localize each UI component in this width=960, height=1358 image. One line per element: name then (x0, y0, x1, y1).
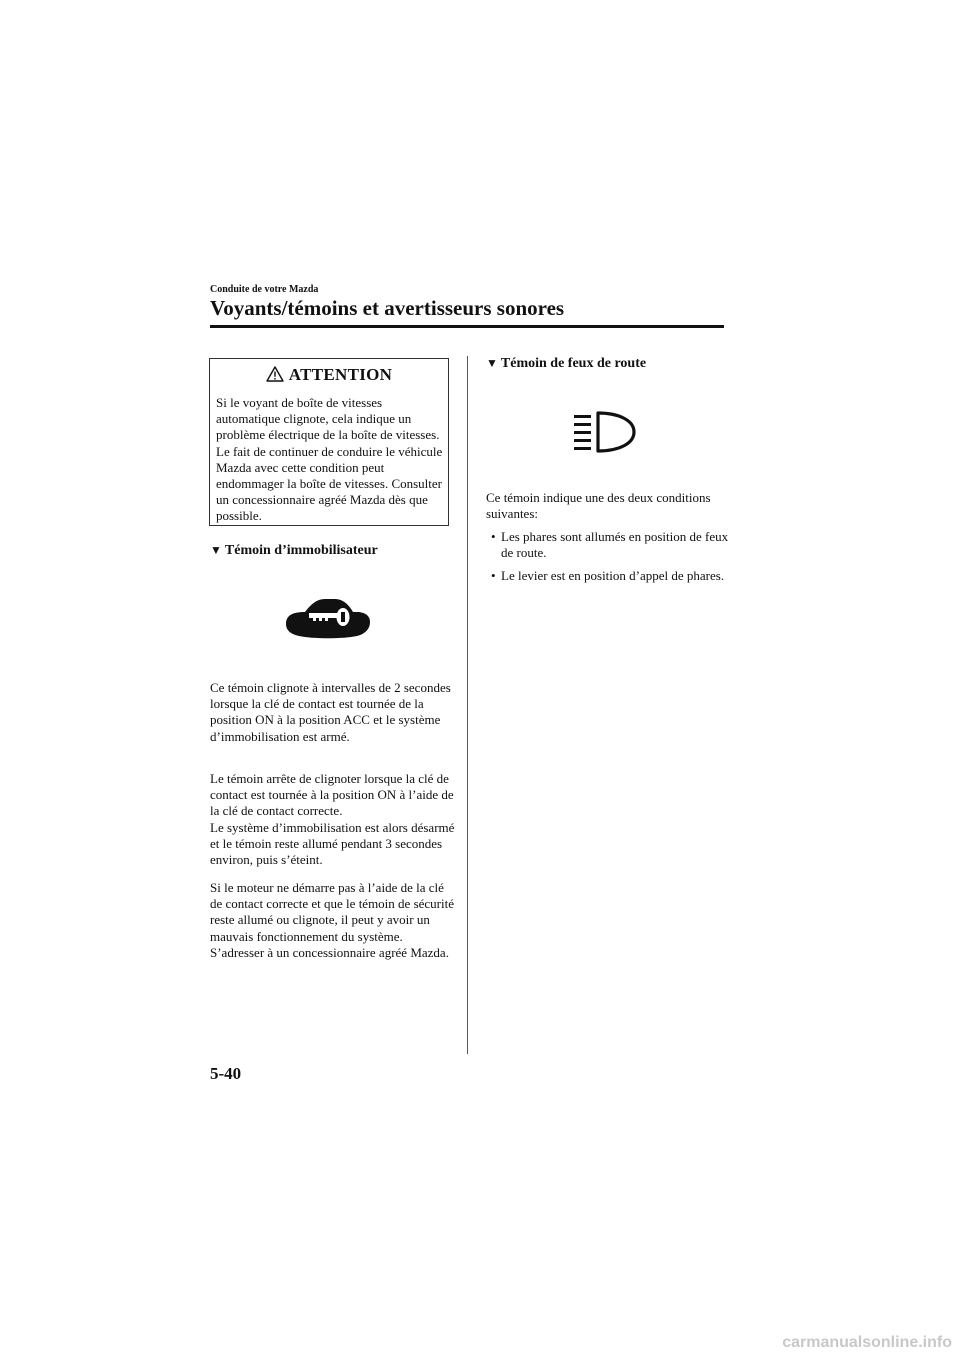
warning-triangle-icon (266, 366, 284, 382)
section-triangle-icon: ▼ (210, 543, 222, 557)
immobilizer-heading-text: Témoin d’immobilisateur (224, 543, 378, 558)
high-beam-heading-text: Témoin de feux de route (500, 356, 647, 371)
high-beam-intro: Ce témoin indique une des deux conditions suivantes: (486, 490, 711, 522)
section-triangle-icon: ▼ (486, 356, 498, 370)
list-item (486, 568, 731, 584)
immobilizer-car-key-icon (283, 596, 373, 640)
chapter-title: Voyants/témoins et avertisseurs sonores (210, 296, 565, 320)
immobilizer-paragraph-4: Si le moteur ne démarre pas à l’aide de la clé de contact correcte et que le témoin de sécurité reste allumé ou clignote, il peut y avoir un mauvais fonctionnement du système. S’adresser à un concessionnaire agréé Mazda. (210, 880, 454, 960)
column-divider (467, 356, 468, 1054)
high-beam-bullet-list (486, 529, 731, 592)
attention-heading (210, 365, 448, 385)
high-beam-icon (572, 410, 638, 454)
high-beam-heading (486, 356, 646, 372)
attention-box (209, 358, 449, 526)
immobilizer-heading (210, 543, 378, 559)
bullet-dot-icon: • (491, 529, 496, 544)
attention-title: ATTENTION (288, 365, 393, 384)
section-label: Conduite de votre Mazda (210, 284, 319, 295)
list-item-text: Les phares sont allumés en position de feux de route. (501, 529, 729, 561)
immobilizer-paragraph-3: Le système d’immobilisation est alors désarmé et le témoin reste allumé pendant 3 secondes environ, puis s’éteint. (210, 820, 455, 868)
list-item (486, 529, 731, 561)
page-number: 5-40 (210, 1064, 242, 1083)
attention-body: Si le voyant de boîte de vitesses automatique clignote, cela indique un problème électrique de la boîte de vitesses. Le fait de continuer de conduire le véhicule Mazda avec cette condition peut endommager la boîte de vitesses. Consulter un concessionnaire agréé Mazda dès que possible. (216, 395, 443, 524)
immobilizer-paragraph-1: Ce témoin clignote à intervalles de 2 secondes lorsque la clé de contact est tournée de la position ON à la position ACC et le système d’immobilisation est armé. (210, 680, 451, 744)
bullet-dot-icon: • (491, 568, 496, 584)
title-rule (210, 325, 724, 328)
list-item-text: Le levier est en position d’appel de phares. (501, 568, 725, 584)
watermark: carmanualsonline.info (782, 1334, 952, 1351)
immobilizer-paragraph-2: Le témoin arrête de clignoter lorsque la clé de contact est tournée à la position ON à l’aide de la clé de contact correcte. (210, 771, 454, 819)
